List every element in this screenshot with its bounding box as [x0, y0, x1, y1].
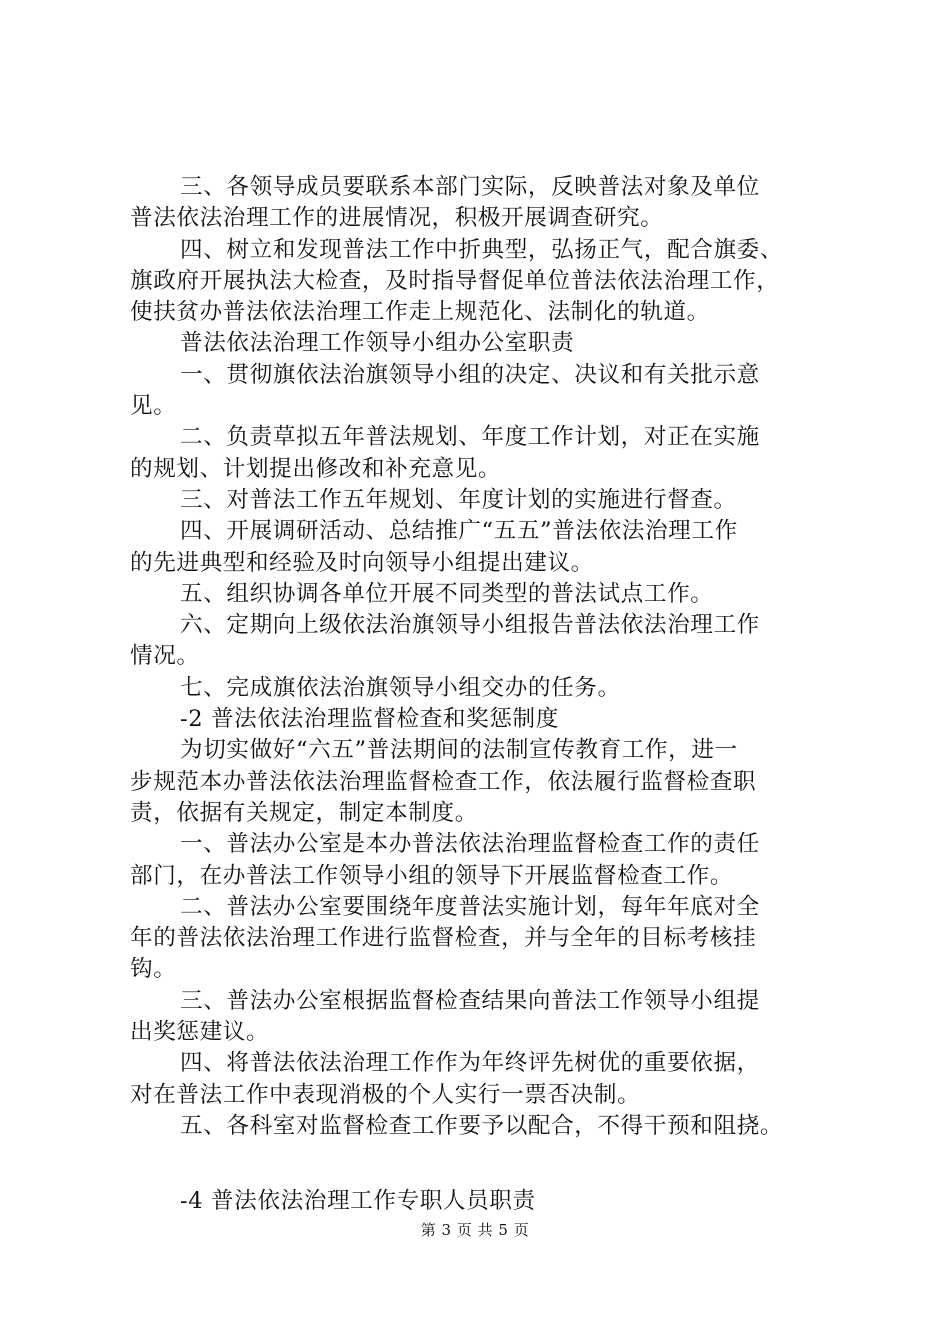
paragraph-line: 的先进典型和经验及时向领导小组提出建议。: [130, 549, 594, 576]
paragraph-line: 责，依据有关规定，制定本制度。: [130, 799, 478, 826]
paragraph-line: 五、组织协调各单位开展不同类型的普法试点工作。: [180, 580, 714, 607]
paragraph-line: 部门，在办普法工作领导小组的领导下开展监督检查工作。: [130, 862, 734, 889]
section-heading: -4 普法依法治理工作专职人员职责: [180, 1188, 536, 1215]
paragraph-line: 六、定期向上级依法治旗领导小组报告普法依法治理工作: [180, 612, 760, 639]
paragraph-line: 三、各领导成员要联系本部门实际，反映普法对象及单位: [180, 174, 760, 200]
paragraph-line: 出奖惩建议。: [130, 1019, 270, 1046]
paragraph-line: 一、普法办公室是本办普法依法治理监督检查工作的责任: [180, 831, 760, 858]
paragraph-line: 情况。: [130, 643, 200, 670]
paragraph-line: 四、树立和发现普法工作中折典型，弘扬正气，配合旗委、: [180, 236, 784, 263]
paragraph-line: 步规范本办普法依法治理监督检查工作，依法履行监督检查职: [130, 768, 757, 795]
paragraph-line: 三、对普法工作五年规划、年度计划的实施进行督查。: [180, 486, 737, 513]
paragraph-line: -2 普法依法治理监督检查和奖惩制度: [180, 706, 559, 733]
paragraph-line: 七、完成旗依法治旗领导小组交办的任务。: [180, 674, 621, 701]
paragraph-line: 普法依法治理工作的进展情况，积极开展调查研究。: [130, 205, 664, 232]
paragraph-line: 四、开展调研活动、总结推广“五五”普法依法治理工作: [180, 518, 738, 545]
page-footer: 第 3 页 共 5 页: [420, 1221, 530, 1239]
paragraph-line: 见。: [130, 393, 177, 420]
paragraph-line: 四、将普法依法治理工作作为年终评先树优的重要依据，: [180, 1050, 760, 1077]
paragraph-line: 使扶贫办普法依法治理工作走上规范化、法制化的轨道。: [130, 299, 710, 326]
paragraph-line: 的规划、计划提出修改和补充意见。: [130, 455, 502, 482]
paragraph-line: 一、贯彻旗依法治旗领导小组的决定、决议和有关批示意: [180, 361, 760, 388]
paragraph-line: 年的普法依法治理工作进行监督检查，并与全年的目标考核挂: [130, 925, 757, 952]
paragraph-line: 普法依法治理工作领导小组办公室职责: [180, 330, 575, 357]
paragraph-line: 二、普法办公室要围绕年度普法实施计划，每年年底对全: [180, 893, 760, 920]
document-body: [130, 172, 836, 1218]
paragraph-line: 为切实做好“六五”普法期间的法制宣传教育工作，进一: [180, 737, 738, 764]
section-gap: [130, 1142, 836, 1186]
paragraph-line: 二、负责草拟五年普法规划、年度工作计划，对正在实施: [180, 424, 760, 451]
paragraph-line: 三、普法办公室根据监督检查结果向普法工作领导小组提: [180, 987, 760, 1014]
paragraph-line: 旗政府开展执法大检查，及时指导督促单位普法依法治理工作，: [130, 267, 780, 294]
paragraph-line: 对在普法工作中表现消极的个人实行一票否决制。: [130, 1081, 641, 1108]
paragraph-line: 五、各科室对监督检查工作要予以配合，不得干预和阻挠。: [180, 1112, 784, 1139]
paragraph-line: 钩。: [130, 956, 177, 983]
